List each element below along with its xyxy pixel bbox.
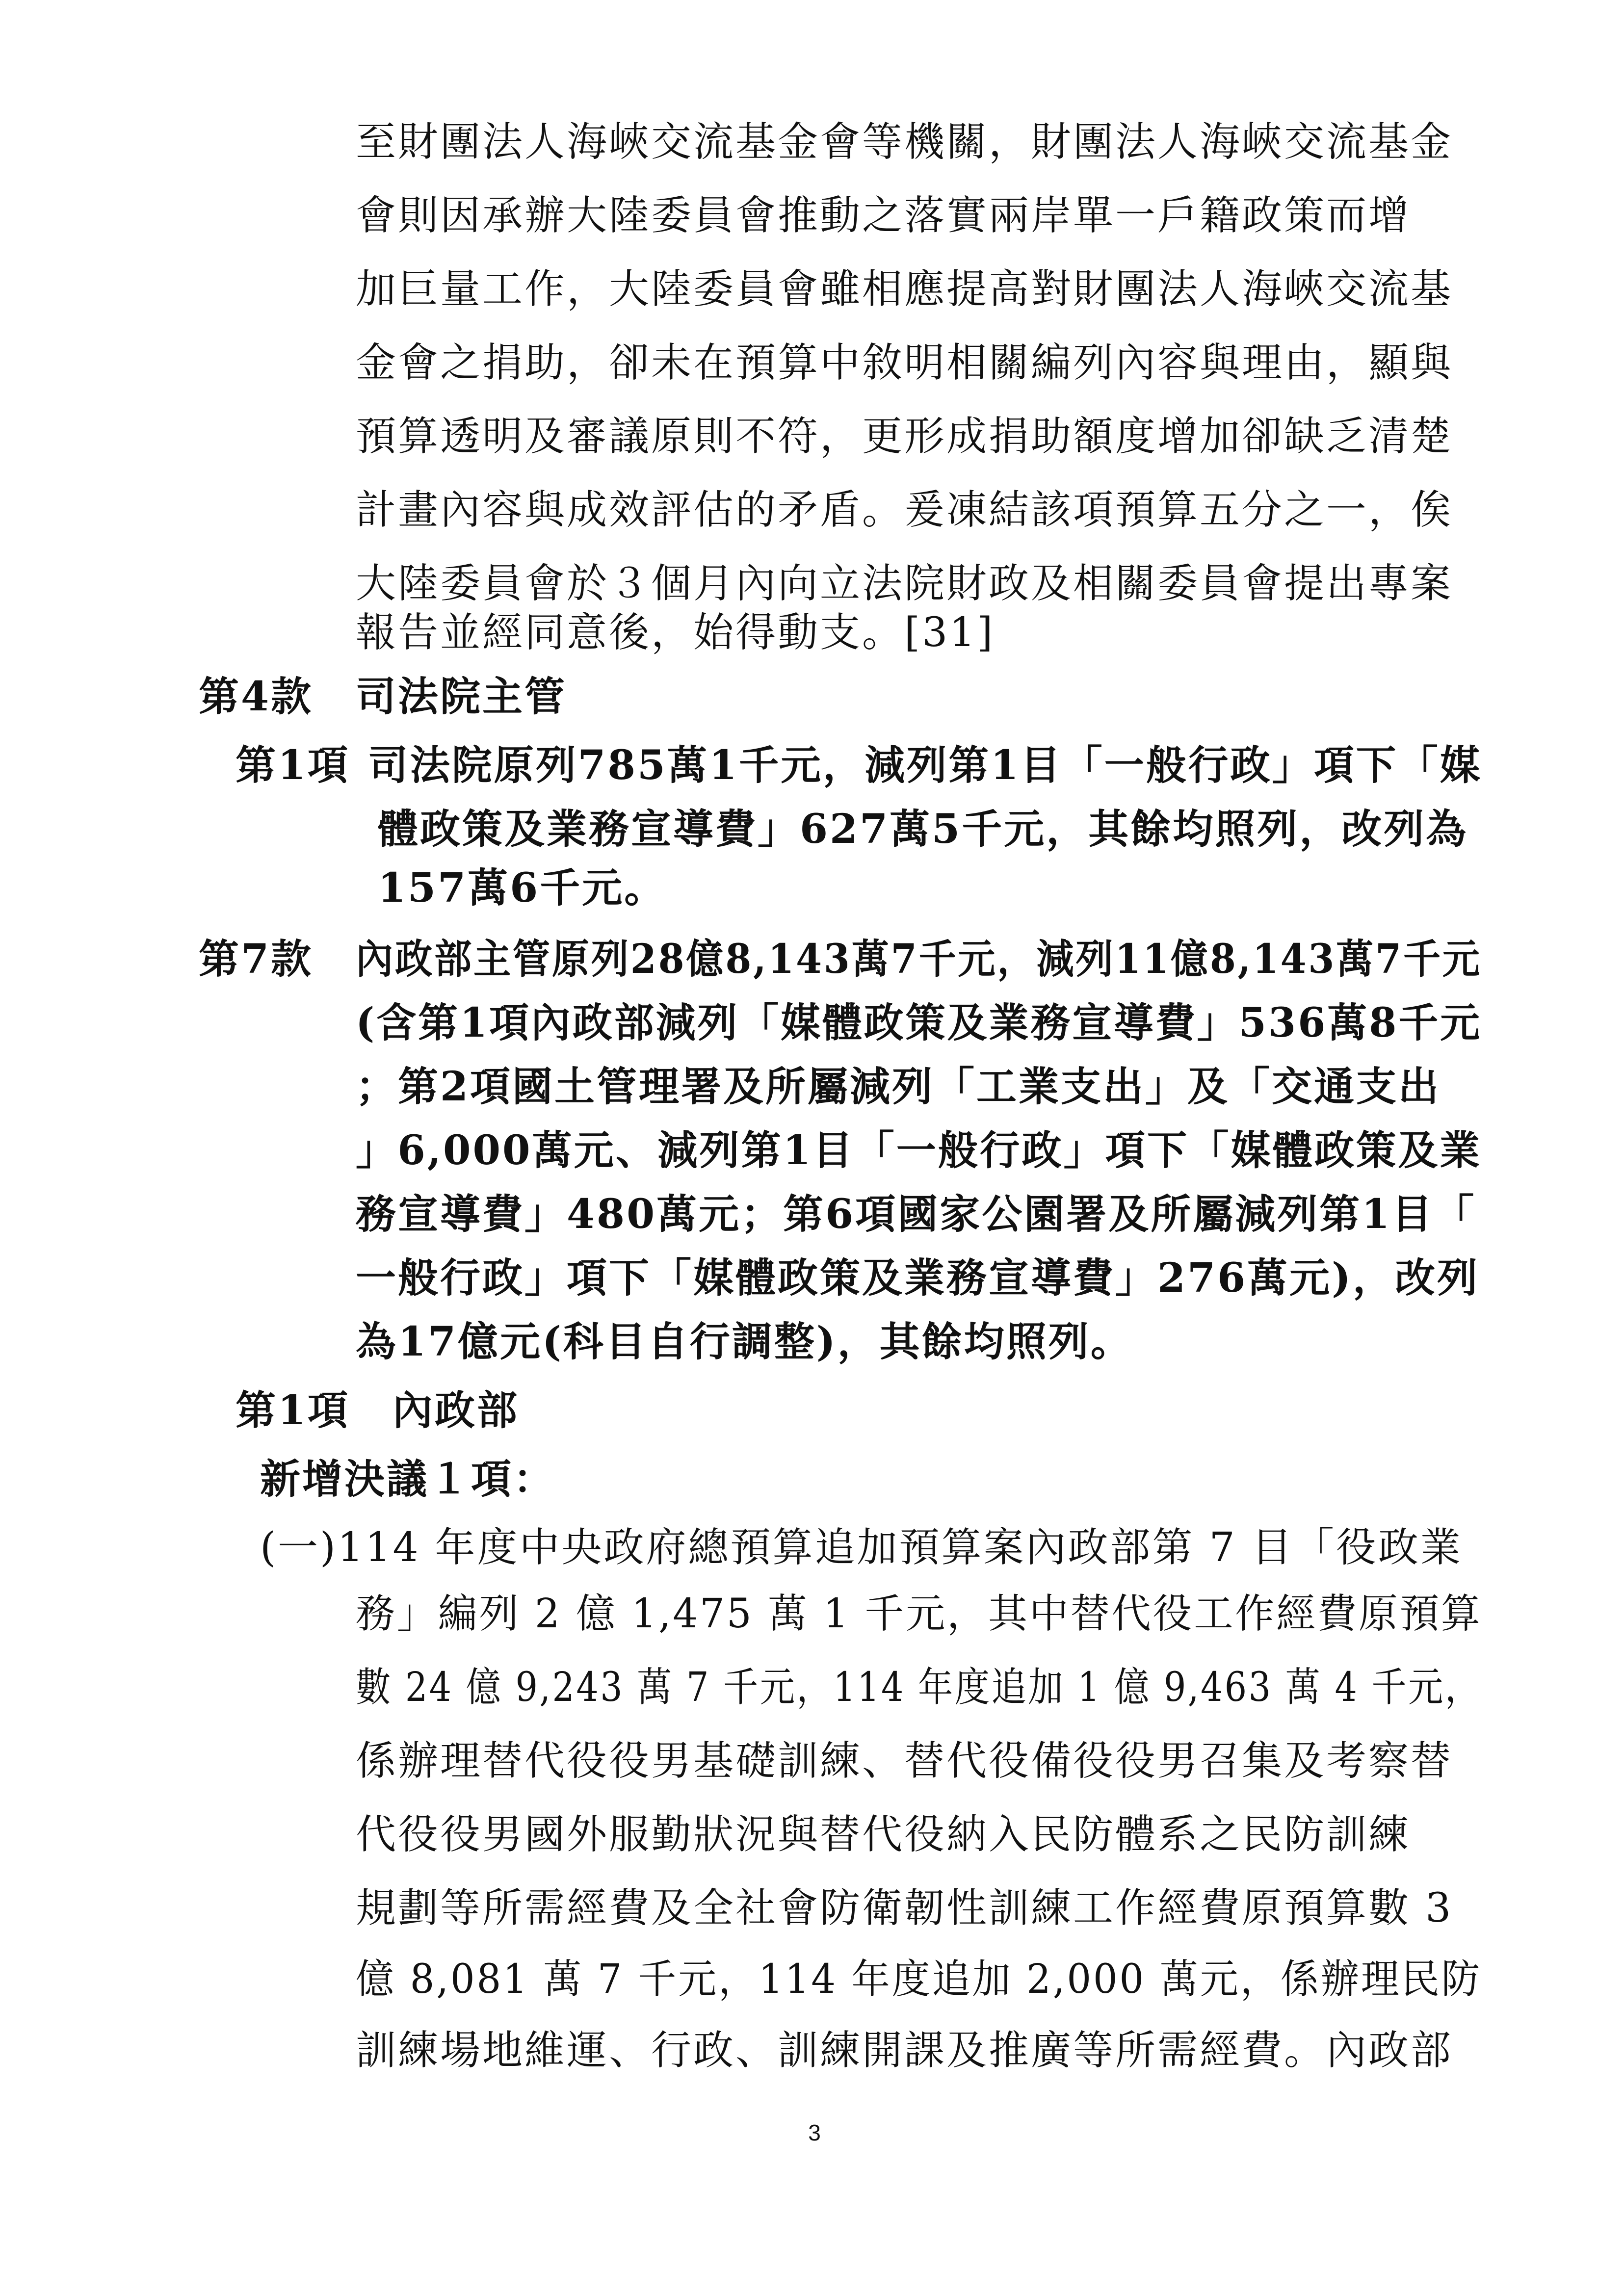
text-line: 數 24 億 9,243 萬 7 千元，114 年度追加 1 億 9,463 萬 4 千元， <box>356 1664 1482 1711</box>
text-line: 規劃等所需經費及全社會防衛韌性訓練工作經費原預算數 3 <box>356 1885 1453 1931</box>
resolution-heading: 新增決議１項： <box>260 1456 556 1503</box>
text-line: 司法院原列785萬1千元，減列第1目「一般行政」項下「媒 <box>368 742 1482 789</box>
text-line: 體政策及業務宣導費」627萬5千元，其餘均照列，改列為 <box>378 806 1468 853</box>
text-line: 預算透明及審議原則不符，更形成捐助額度增加卻缺乏清楚 <box>356 413 1453 460</box>
text-line: (含第1項內政部減列「媒體政策及業務宣導費」536萬8千元 <box>356 999 1482 1046</box>
text-line: (一)114 年度中央政府總預算追加預算案內政部第 7 目「役政業 <box>260 1524 1463 1571</box>
text-line: 係辦理替代役役男基礎訓練、替代役備役役男召集及考察替 <box>356 1738 1453 1784</box>
text-line: ；第2項國土管理署及所屬減列「工業支出」及「交通支出 <box>356 1063 1441 1110</box>
text-line: 157萬6千元。 <box>378 864 667 912</box>
item-title: 內政部 <box>393 1387 520 1434</box>
text-line: 訓練場地維運、行政、訓練開課及推廣等所需經費。內政部 <box>356 2027 1453 2074</box>
text-line: 為17億元(科目自行調整)，其餘均照列。 <box>356 1318 1133 1365</box>
text-line: 內政部主管原列28億8,143萬7千元，減列11億8,143萬7千元 <box>356 936 1482 983</box>
section-label: 第4款 <box>199 673 314 720</box>
text-line: 會則因承辦大陸委員會推動之落實兩岸單一戶籍政策而增 <box>356 192 1411 239</box>
text-line: 億 8,081 萬 7 千元，114 年度追加 2,000 萬元，係辦理民防 <box>356 1956 1482 2003</box>
text-line: 務宣導費」480萬元；第6項國家公園署及所屬減列第1目「 <box>356 1191 1476 1238</box>
text-line: 至財團法人海峽交流基金會等機關，財團法人海峽交流基金 <box>356 119 1453 165</box>
section-title: 司法院主管 <box>356 673 567 720</box>
text-line: 加巨量工作，大陸委員會雖相應提高對財團法人海峽交流基 <box>356 266 1453 313</box>
page-number: 3 <box>808 2120 821 2145</box>
text-line: 大陸委員會於３個月內向立法院財政及相關委員會提出專案 <box>356 560 1453 607</box>
item-label: 第1項 <box>236 742 350 789</box>
item-label: 第1項 <box>236 1387 350 1434</box>
section-label: 第7款 <box>199 936 314 983</box>
text-line: 務」編列 2 億 1,475 萬 1 千元，其中替代役工作經費原預算 <box>356 1591 1482 1637</box>
text-line: 代役役男國外服勤狀況與替代役納入民防體系之民防訓練 <box>356 1811 1411 1858</box>
text-line: 」6,000萬元、減列第1目「一般行政」項下「媒體政策及業 <box>356 1127 1482 1174</box>
text-line: 金會之捐助，卻未在預算中敘明相關編列內容與理由，顯與 <box>356 339 1453 386</box>
text-line: 計畫內容與成效評估的矛盾。爰凍結該項預算五分之一，俟 <box>356 487 1453 533</box>
text-line: 一般行政」項下「媒體政策及業務宣導費」276萬元)，改列 <box>356 1254 1479 1302</box>
text-line: 報告並經同意後，始得動支。[31] <box>356 609 995 656</box>
